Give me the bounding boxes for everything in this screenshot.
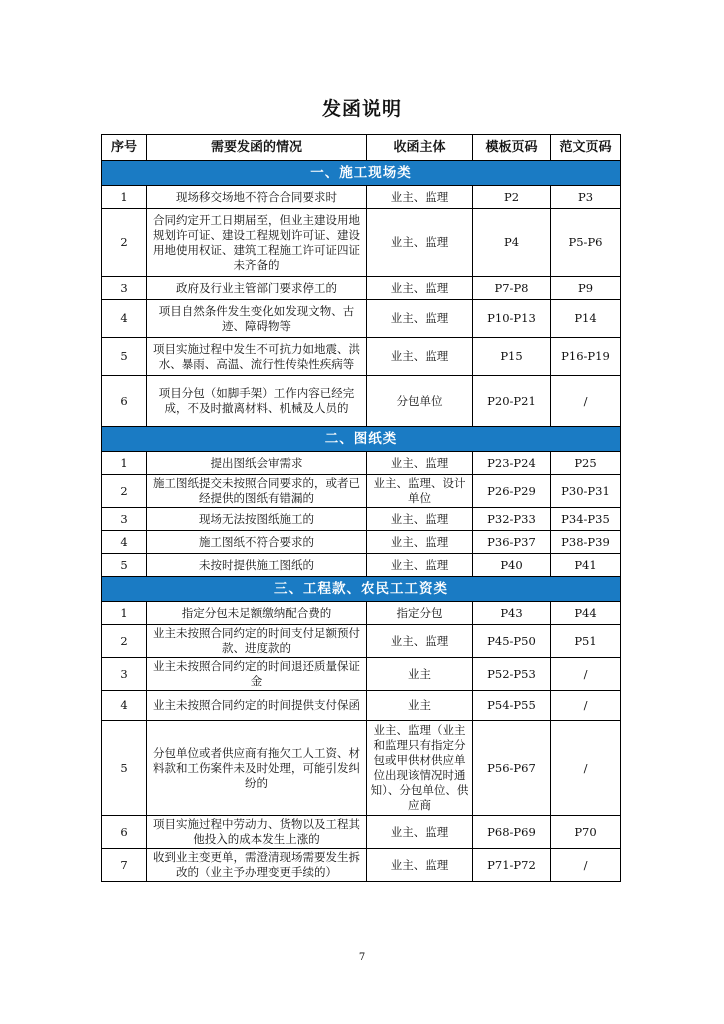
row-template-page: P52-P53	[473, 658, 551, 691]
row-template-page: P68-P69	[473, 816, 551, 849]
row-situation: 业主未按照合同约定的时间提供支付保函	[147, 691, 367, 721]
row-recipient: 业主	[367, 691, 473, 721]
section-row	[102, 577, 621, 602]
row-sample-page: P41	[551, 554, 621, 577]
row-recipient: 业主、监理	[367, 277, 473, 300]
row-sample-page: /	[551, 849, 621, 882]
row-number: 4	[102, 531, 147, 554]
row-recipient: 业主、监理	[367, 625, 473, 658]
row-template-page: P26-P29	[473, 475, 551, 508]
table-body	[102, 161, 621, 882]
row-template-page: P32-P33	[473, 508, 551, 531]
row-recipient: 业主、监理	[367, 209, 473, 277]
section-title: 一、施工现场类	[102, 161, 621, 186]
row-recipient: 业主	[367, 658, 473, 691]
row-number: 5	[102, 721, 147, 816]
table-row	[102, 508, 621, 531]
row-number: 4	[102, 691, 147, 721]
row-recipient: 业主、监理、设计单位	[367, 475, 473, 508]
table-row	[102, 721, 621, 816]
table-row	[102, 338, 621, 376]
row-sample-page: P30-P31	[551, 475, 621, 508]
row-recipient: 指定分包	[367, 602, 473, 625]
table-row	[102, 554, 621, 577]
row-recipient: 业主、监理	[367, 816, 473, 849]
row-number: 6	[102, 816, 147, 849]
row-recipient: 业主、监理	[367, 508, 473, 531]
row-situation: 未按时提供施工图纸的	[147, 554, 367, 577]
row-template-page: P40	[473, 554, 551, 577]
row-template-page: P23-P24	[473, 452, 551, 475]
row-template-page: P36-P37	[473, 531, 551, 554]
row-situation: 项目实施过程中劳动力、货物以及工程其他投入的成本发生上涨的	[147, 816, 367, 849]
row-situation: 业主未按照合同约定的时间支付足额预付款、进度款的	[147, 625, 367, 658]
table-row	[102, 849, 621, 882]
table-header-row	[102, 135, 621, 161]
table-row	[102, 531, 621, 554]
row-template-page: P45-P50	[473, 625, 551, 658]
row-sample-page: P25	[551, 452, 621, 475]
header-situation: 需要发函的情况	[147, 135, 367, 161]
row-number: 6	[102, 376, 147, 427]
row-number: 7	[102, 849, 147, 882]
row-template-page: P4	[473, 209, 551, 277]
header-template-page: 模板页码	[473, 135, 551, 161]
row-recipient: 业主、监理	[367, 554, 473, 577]
row-template-page: P10-P13	[473, 300, 551, 338]
table-row	[102, 475, 621, 508]
page-title: 发函说明	[321, 98, 402, 120]
row-number: 2	[102, 625, 147, 658]
table-row	[102, 691, 621, 721]
row-recipient: 业主、监理	[367, 849, 473, 882]
row-sample-page: P16-P19	[551, 338, 621, 376]
row-situation: 业主未按照合同约定的时间退还质量保证金	[147, 658, 367, 691]
table-row	[102, 816, 621, 849]
row-situation: 收到业主变更单，需澄清现场需要发生拆改的（业主予办理变更手续的）	[147, 849, 367, 882]
row-template-page: P15	[473, 338, 551, 376]
row-sample-page: P14	[551, 300, 621, 338]
row-recipient: 业主、监理	[367, 531, 473, 554]
row-sample-page: /	[551, 721, 621, 816]
row-sample-page: P9	[551, 277, 621, 300]
header-sample-page: 范文页码	[551, 135, 621, 161]
table-row	[102, 300, 621, 338]
table-row	[102, 186, 621, 209]
row-sample-page: P70	[551, 816, 621, 849]
row-sample-page: P44	[551, 602, 621, 625]
row-sample-page: /	[551, 658, 621, 691]
row-template-page: P54-P55	[473, 691, 551, 721]
row-situation: 现场移交场地不符合合同要求时	[147, 186, 367, 209]
row-number: 4	[102, 300, 147, 338]
row-number: 2	[102, 209, 147, 277]
row-situation: 施工图纸提交未按照合同要求的，或者已经提供的图纸有错漏的	[147, 475, 367, 508]
row-number: 1	[102, 602, 147, 625]
row-template-page: P2	[473, 186, 551, 209]
notice-table	[101, 134, 621, 882]
row-number: 5	[102, 554, 147, 577]
row-recipient: 业主、监理	[367, 186, 473, 209]
row-template-page: P7-P8	[473, 277, 551, 300]
row-recipient: 业主、监理	[367, 338, 473, 376]
section-row	[102, 427, 621, 452]
row-situation: 项目自然条件发生变化如发现文物、古迹、障碍物等	[147, 300, 367, 338]
section-title: 二、图纸类	[102, 427, 621, 452]
row-number: 2	[102, 475, 147, 508]
row-sample-page: P51	[551, 625, 621, 658]
table-row	[102, 452, 621, 475]
row-recipient: 业主、监理（业主和监理只有指定分包或甲供材供应单位出现该情况时通知）、分包单位、供应商	[367, 721, 473, 816]
section-title: 三、工程款、农民工工资类	[102, 577, 621, 602]
row-situation: 分包单位或者供应商有拖欠工人工资、材料款和工伤案件未及时处理，可能引发纠纷的	[147, 721, 367, 816]
row-sample-page: P5-P6	[551, 209, 621, 277]
row-number: 3	[102, 508, 147, 531]
table-row	[102, 658, 621, 691]
row-situation: 项目分包（如脚手架）工作内容已经完成，不及时撤离材料、机械及人员的	[147, 376, 367, 427]
table-row	[102, 277, 621, 300]
row-situation: 提出图纸会审需求	[147, 452, 367, 475]
row-sample-page: P34-P35	[551, 508, 621, 531]
row-template-page: P56-P67	[473, 721, 551, 816]
row-recipient: 业主、监理	[367, 452, 473, 475]
section-row	[102, 161, 621, 186]
row-number: 1	[102, 186, 147, 209]
row-number: 3	[102, 658, 147, 691]
row-situation: 施工图纸不符合要求的	[147, 531, 367, 554]
row-sample-page: /	[551, 691, 621, 721]
row-sample-page: /	[551, 376, 621, 427]
table-row	[102, 602, 621, 625]
table-row	[102, 625, 621, 658]
row-situation: 政府及行业主管部门要求停工的	[147, 277, 367, 300]
header-no: 序号	[102, 135, 147, 161]
row-template-page: P71-P72	[473, 849, 551, 882]
row-situation: 项目实施过程中发生不可抗力如地震、洪水、暴雨、高温、流行性传染性疾病等	[147, 338, 367, 376]
row-number: 3	[102, 277, 147, 300]
table-row	[102, 376, 621, 427]
row-number: 5	[102, 338, 147, 376]
row-situation: 指定分包未足额缴纳配合费的	[147, 602, 367, 625]
page-number: 7	[358, 952, 366, 963]
header-recipient: 收函主体	[367, 135, 473, 161]
row-number: 1	[102, 452, 147, 475]
row-sample-page: P38-P39	[551, 531, 621, 554]
row-recipient: 分包单位	[367, 376, 473, 427]
row-situation: 合同约定开工日期届至，但业主建设用地规划许可证、建设工程规划许可证、建设用地使用权证、建筑工程施工许可证四证未齐备的	[147, 209, 367, 277]
row-recipient: 业主、监理	[367, 300, 473, 338]
row-template-page: P43	[473, 602, 551, 625]
row-template-page: P20-P21	[473, 376, 551, 427]
table-row	[102, 209, 621, 277]
row-situation: 现场无法按图纸施工的	[147, 508, 367, 531]
row-sample-page: P3	[551, 186, 621, 209]
